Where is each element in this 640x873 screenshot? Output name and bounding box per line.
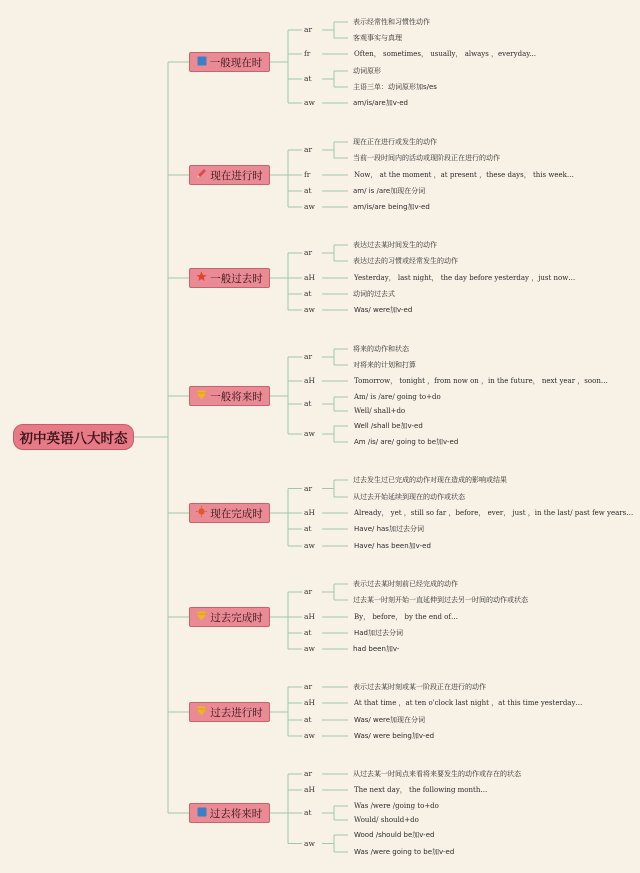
leaf-text: Have/ has加过去分词 — [354, 525, 424, 533]
branch-node[interactable] — [189, 803, 270, 823]
group-label: ar — [304, 769, 313, 778]
sun-icon — [196, 506, 207, 520]
group-label: ar — [304, 352, 313, 361]
leaf-text: 过去某一时刻开始一直延伸到过去另一时间的动作或状态 — [353, 596, 528, 604]
leaf-text: Had加过去分词 — [354, 629, 403, 637]
leaf-text: 表示过去某时刻或某一阶段正在进行的动作 — [353, 683, 486, 691]
gem-icon — [196, 390, 207, 403]
group-label: at — [304, 524, 312, 533]
group-label: at — [304, 186, 312, 195]
group-label: at — [304, 715, 312, 724]
branch-label: 过去完成时 — [210, 611, 263, 624]
leaf-text: Tomorrow， tonight ，from now on ，in the future， next year ，soon… — [354, 377, 608, 385]
leaf-text: Yesterday， last night， the day before yesterday ，just now… — [354, 274, 576, 282]
leaf-text: Already， yet ，still so far ，before， ever， just ，in the last/ past few years… — [354, 509, 634, 517]
pencil-icon — [196, 168, 207, 182]
group-label: aw — [304, 98, 315, 107]
leaf-text: 表示过去某时刻前已经完成的动作 — [353, 580, 458, 588]
leaf-text: Am/ is /are/ going to+do — [354, 393, 441, 401]
leaf-text: 从过去开始延续到现在的动作或状态 — [353, 493, 465, 501]
leaf-text: 表达过去某时间发生的动作 — [353, 241, 437, 249]
branch-node[interactable] — [189, 52, 270, 72]
leaf-text: 动词的过去式 — [353, 290, 395, 298]
group-label: aw — [304, 305, 315, 314]
leaf-text: Wood /should be加v-ed — [354, 831, 435, 839]
leaf-text: 主语三单：动词原形加s/es — [353, 83, 437, 91]
leaf-text: At that time ，at ten o'clock last night ，at this time yesterday… — [354, 699, 583, 707]
leaf-text: 动词原形 — [353, 67, 381, 75]
leaf-text: By， before， by the end of… — [354, 613, 458, 621]
group-label: aw — [304, 429, 315, 438]
leaf-text: 表达过去的习惯或经常发生的动作 — [353, 257, 458, 265]
leaf-text: 当前一段时间内的活动或现阶段正在进行的动作 — [353, 154, 500, 162]
branch-label: 过去进行时 — [210, 706, 263, 719]
leaf-text: am/is/are being加v-ed — [353, 203, 430, 211]
leaf-text: The next day， the following month… — [354, 786, 488, 794]
leaf-text: Was /were going to be加v-ed — [354, 848, 455, 856]
branch-label: 一般将来时 — [210, 390, 263, 403]
leaf-text: Would/ should+do — [354, 816, 419, 824]
gem-icon — [196, 611, 207, 624]
leaf-text: Well /shall be加v-ed — [354, 422, 423, 430]
group-label: aH — [304, 376, 316, 385]
group-label: at — [304, 808, 312, 817]
branch-label: 一般过去时 — [210, 272, 263, 285]
leaf-text: 从过去某一时间点来看将来要发生的动作或存在的状态 — [353, 770, 521, 778]
leaf-text: 现在正在进行或发生的动作 — [353, 138, 437, 146]
leaf-text: am/is/are加v-ed — [353, 99, 408, 107]
group-label: aH — [304, 612, 316, 621]
group-label: aw — [304, 202, 315, 211]
leaf-text: Now， at the moment ，at present ，these days， this week… — [354, 171, 574, 179]
branch-node[interactable] — [189, 607, 270, 627]
leaf-text: Often， sometimes， usually， always ，everyday... — [354, 50, 536, 58]
leaf-text: Was/ were加现在分词 — [354, 716, 426, 724]
group-label: aw — [304, 838, 315, 848]
leaf-text: am/ is /are加现在分词 — [353, 187, 426, 195]
leaf-text: 将来的动作和状态 — [353, 345, 409, 353]
group-label: aH — [304, 785, 316, 794]
group-label: at — [304, 74, 312, 83]
root-node[interactable]: 初中英语八大时态 — [13, 424, 134, 450]
branch-node[interactable] — [189, 165, 270, 185]
branch-node[interactable] — [189, 268, 270, 288]
square-icon — [197, 56, 207, 69]
branch-label: 过去将来时 — [209, 807, 263, 820]
group-label: ar — [304, 248, 313, 257]
leaf-text: 客观事实与真理 — [353, 34, 402, 42]
group-label: aw — [304, 644, 315, 653]
branch-node[interactable] — [189, 503, 270, 523]
group-label: fr — [304, 170, 311, 179]
group-label: ar — [304, 25, 313, 34]
group-label: aH — [304, 698, 316, 707]
leaf-text: 对将来的计划和打算 — [353, 361, 416, 369]
branch-label: 现在完成时 — [210, 507, 263, 520]
group-label: ar — [304, 587, 313, 596]
leaf-text: Was /were /going to+do — [354, 802, 439, 810]
leaf-text: Well/ shall+do — [354, 407, 406, 415]
group-label: aH — [304, 273, 316, 282]
branch-label: 现在进行时 — [210, 169, 263, 182]
leaf-text: Was/ were加v-ed — [354, 306, 413, 314]
leaf-text: Was/ were being加v-ed — [354, 732, 435, 740]
group-label: ar — [304, 483, 313, 493]
branch-node[interactable] — [189, 386, 270, 406]
leaf-text: Have/ has been加v-ed — [354, 542, 431, 550]
group-label: aw — [304, 541, 315, 550]
leaf-text: had been加v- — [353, 645, 400, 653]
gem-icon — [196, 706, 207, 719]
group-label: at — [304, 289, 312, 298]
group-label: aH — [304, 508, 316, 517]
branch-node[interactable] — [189, 702, 270, 722]
branch-label: 一般现在时 — [209, 56, 263, 69]
group-label: ar — [304, 145, 313, 154]
group-label: ar — [304, 682, 313, 691]
star-icon — [196, 271, 207, 285]
leaf-text: 表示经常性和习惯性动作 — [353, 18, 430, 26]
leaf-text: Am /is/ are/ going to be加v-ed — [354, 438, 459, 446]
group-label: at — [304, 628, 312, 637]
group-label: aw — [304, 731, 315, 740]
group-label: at — [304, 399, 312, 408]
square-icon — [197, 807, 207, 820]
leaf-text: 过去发生过已完成的动作对现在造成的影响或结果 — [353, 476, 507, 484]
group-label: fr — [304, 49, 311, 58]
